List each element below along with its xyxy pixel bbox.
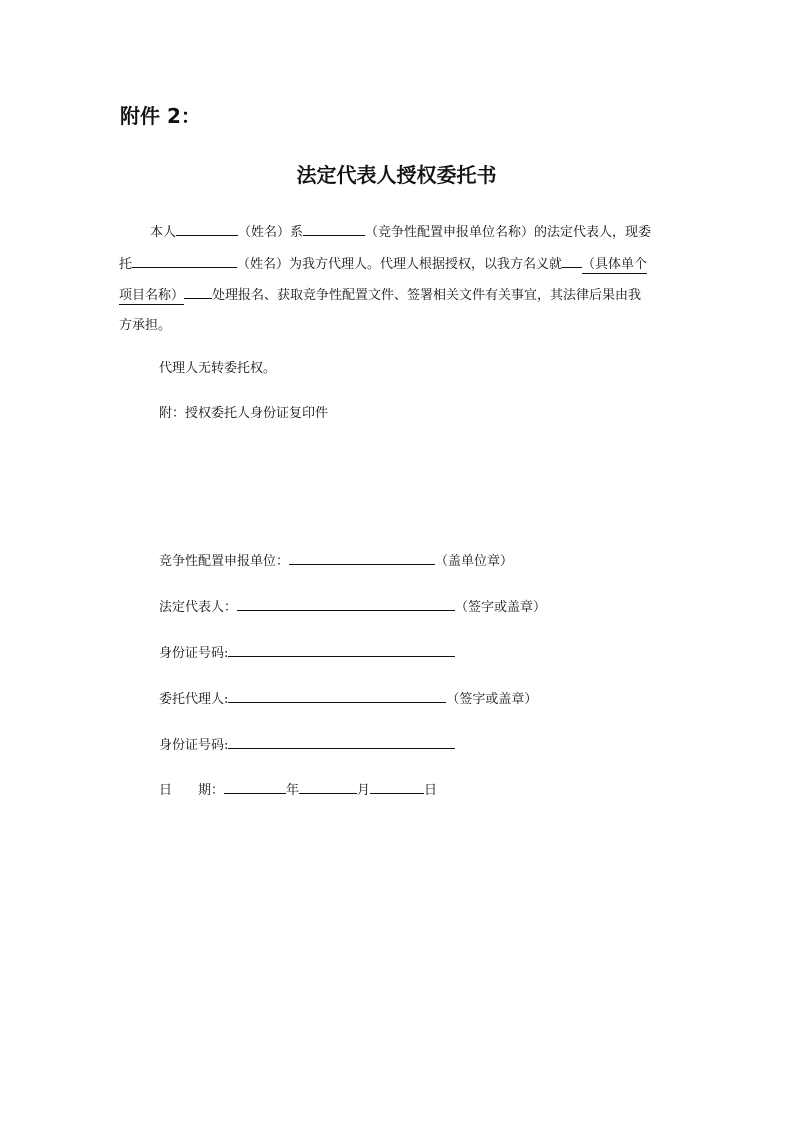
text-segment: （竞争性配置申报单位名称）的法定代表人，现委 <box>365 225 652 240</box>
attachment-note: 附：授权委托人身份证复印件 <box>159 406 329 421</box>
month-label: 月 <box>357 783 371 798</box>
id-number-row-2 <box>159 735 455 755</box>
paragraph-line-4: 方承担。 <box>119 318 172 333</box>
applicant-field[interactable] <box>289 551 435 565</box>
legal-rep-signature-row <box>159 597 546 617</box>
year-label: 年 <box>286 783 300 798</box>
project-name-underlined: （具体单个 <box>582 257 648 272</box>
date-label: 日 期： <box>159 783 225 798</box>
id-number-row-1 <box>159 643 455 663</box>
text-segment: 本人 <box>150 225 177 240</box>
legal-rep-label: 法定代表人： <box>159 600 238 615</box>
applicant-name-blank[interactable] <box>303 223 365 236</box>
applicant-label: 竞争性配置申报单位： <box>159 554 290 569</box>
sign-note: （签字或盖章） <box>446 692 538 707</box>
agent-name-blank[interactable] <box>132 255 237 268</box>
id-label: 身份证号码: <box>159 646 229 661</box>
id-number-field-2[interactable] <box>228 735 455 749</box>
name-blank[interactable] <box>176 223 238 236</box>
text-segment: （姓名）系 <box>238 225 304 240</box>
id-number-field-1[interactable] <box>228 643 455 657</box>
attachment-label: 附件 2： <box>120 104 201 128</box>
agent-field[interactable] <box>228 689 446 703</box>
seal-note: （盖单位章） <box>435 554 514 569</box>
document-title: 法定代表人授权委托书 <box>296 163 497 187</box>
paragraph-line-2 <box>119 255 647 274</box>
agent-label: 委托代理人: <box>159 692 229 707</box>
agent-signature-row <box>159 689 537 709</box>
project-blank-lead[interactable] <box>562 255 582 268</box>
month-field[interactable] <box>299 780 357 794</box>
paragraph-line-1 <box>150 223 651 242</box>
project-name-underlined-cont: 项目名称） <box>119 288 185 303</box>
legal-rep-field[interactable] <box>237 597 455 611</box>
date-row <box>159 780 437 800</box>
text-segment: 托 <box>119 257 133 272</box>
applicant-signature-row <box>159 551 513 571</box>
day-label: 日 <box>424 783 438 798</box>
text-segment: 处理报名、获取竞争性配置文件、签署相关文件有关事宜，其法律后果由我 <box>212 288 642 303</box>
id-label: 身份证号码: <box>159 738 229 753</box>
year-field[interactable] <box>224 780 286 794</box>
no-transfer-statement: 代理人无转委托权。 <box>159 361 277 376</box>
project-blank-tail[interactable] <box>184 286 212 299</box>
text-segment: （姓名）为我方代理人。代理人根据授权，以我方名义就 <box>237 257 563 272</box>
sign-note: （签字或盖章） <box>455 600 547 615</box>
paragraph-line-3 <box>119 286 641 305</box>
day-field[interactable] <box>370 780 424 794</box>
